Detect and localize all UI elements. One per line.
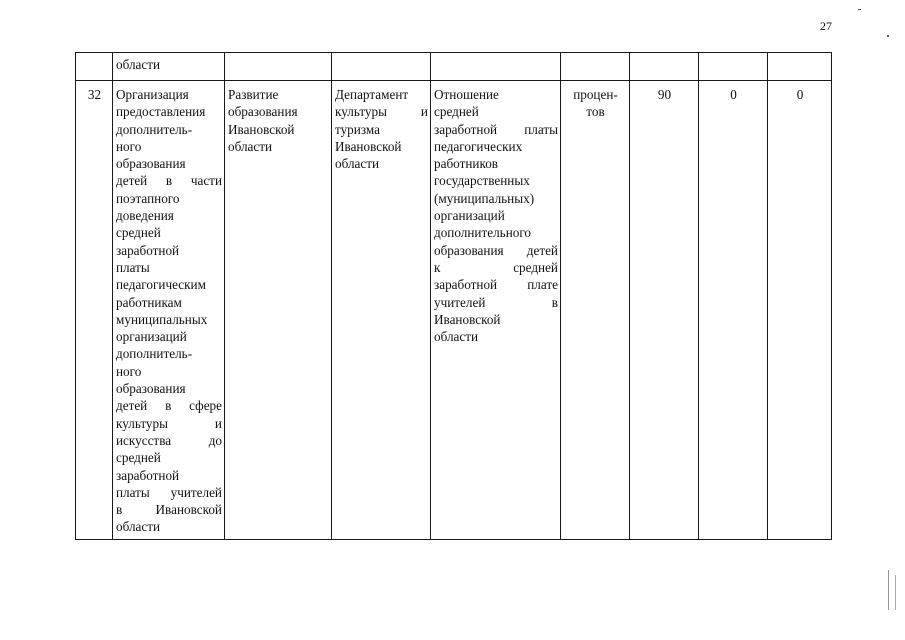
text-line: муниципальных bbox=[116, 311, 208, 327]
value-cell-2: 0 bbox=[699, 81, 768, 540]
text-line: работников bbox=[434, 156, 499, 172]
text-line: дополнительного bbox=[434, 225, 532, 241]
text-line: заработной bbox=[116, 467, 180, 483]
text-line: Ивановской bbox=[228, 121, 295, 137]
text-line: ного bbox=[116, 138, 142, 154]
text-line: образования bbox=[228, 104, 298, 120]
page-number: 27 bbox=[820, 19, 832, 33]
scan-edge-line bbox=[888, 570, 889, 610]
text-line: средней bbox=[434, 104, 479, 120]
text-line: образования детей bbox=[434, 242, 558, 258]
text-line: области bbox=[116, 519, 161, 535]
continued-row bbox=[76, 53, 832, 81]
text-line: организаций bbox=[434, 208, 505, 224]
text-line: (муниципальных) bbox=[434, 190, 535, 206]
measure-cell bbox=[113, 81, 225, 540]
text-line: предоставления bbox=[116, 104, 206, 120]
text-line: заработной платы bbox=[434, 121, 558, 137]
executor-cell bbox=[332, 81, 431, 540]
text-line: работникам bbox=[116, 294, 182, 310]
text-line: учителей в bbox=[434, 294, 558, 310]
scan-mark bbox=[858, 9, 861, 10]
text-line: средней bbox=[116, 450, 161, 466]
text-line: заработной плате bbox=[434, 277, 558, 293]
text-line: организаций bbox=[116, 329, 187, 345]
text-line: государственных bbox=[434, 173, 530, 189]
cell-empty bbox=[76, 53, 113, 81]
text-line: платы bbox=[116, 259, 150, 275]
cell-empty bbox=[225, 53, 332, 81]
text-line: педагогическим bbox=[116, 277, 206, 293]
text-line: культуры и bbox=[335, 104, 428, 120]
text-line: области bbox=[335, 156, 380, 172]
text-line: детей в части bbox=[116, 173, 222, 189]
indicator-cell bbox=[431, 81, 561, 540]
text-line: Отношение bbox=[434, 87, 499, 102]
text-line: области bbox=[228, 138, 273, 154]
scan-edge-line bbox=[895, 575, 896, 610]
text-line: культуры и bbox=[116, 415, 222, 431]
text-line: Департамент bbox=[335, 87, 409, 102]
cell-empty bbox=[699, 53, 768, 81]
text-line: области bbox=[434, 329, 479, 345]
value-cell-1: 90 bbox=[630, 81, 699, 540]
cell-empty bbox=[630, 53, 699, 81]
text-line: средней bbox=[116, 225, 161, 241]
cell-empty bbox=[768, 53, 832, 81]
program-cell bbox=[225, 81, 332, 540]
text-line: Организация bbox=[116, 87, 189, 102]
text-line: заработной bbox=[116, 242, 180, 258]
text-line: дополнитель- bbox=[116, 121, 193, 137]
text-line: образования bbox=[116, 156, 186, 172]
cell-empty bbox=[431, 53, 561, 81]
row-number-cell: 32 bbox=[76, 81, 113, 540]
text-line: тов bbox=[586, 104, 605, 120]
text-line: Ивановской bbox=[434, 311, 501, 327]
text-line: доведения bbox=[116, 208, 174, 224]
text-line: в Ивановской bbox=[116, 502, 222, 518]
value-cell-3: 0 bbox=[768, 81, 832, 540]
text-line: ного bbox=[116, 363, 142, 379]
text-line: детей в сфере bbox=[116, 398, 222, 414]
text-line: поэтапного bbox=[116, 190, 180, 206]
cell-empty bbox=[561, 53, 630, 81]
text-line: платы учителей bbox=[116, 484, 222, 500]
scan-mark bbox=[887, 35, 889, 37]
text-line: туризма bbox=[335, 121, 380, 137]
table-row bbox=[76, 81, 832, 540]
text-line: дополнитель- bbox=[116, 346, 193, 362]
text-line: Развитие bbox=[228, 87, 279, 102]
text-line: к средней bbox=[434, 259, 558, 275]
measure-continued-cell: области bbox=[113, 53, 225, 81]
text-line: процен- bbox=[573, 87, 618, 102]
text-line: педагогических bbox=[434, 138, 523, 154]
text-line: искусства до bbox=[116, 432, 222, 448]
text-line: образования bbox=[116, 381, 186, 397]
text-line: Ивановской bbox=[335, 138, 402, 154]
unit-cell bbox=[561, 81, 630, 540]
results-table bbox=[75, 52, 832, 540]
cell-empty bbox=[332, 53, 431, 81]
